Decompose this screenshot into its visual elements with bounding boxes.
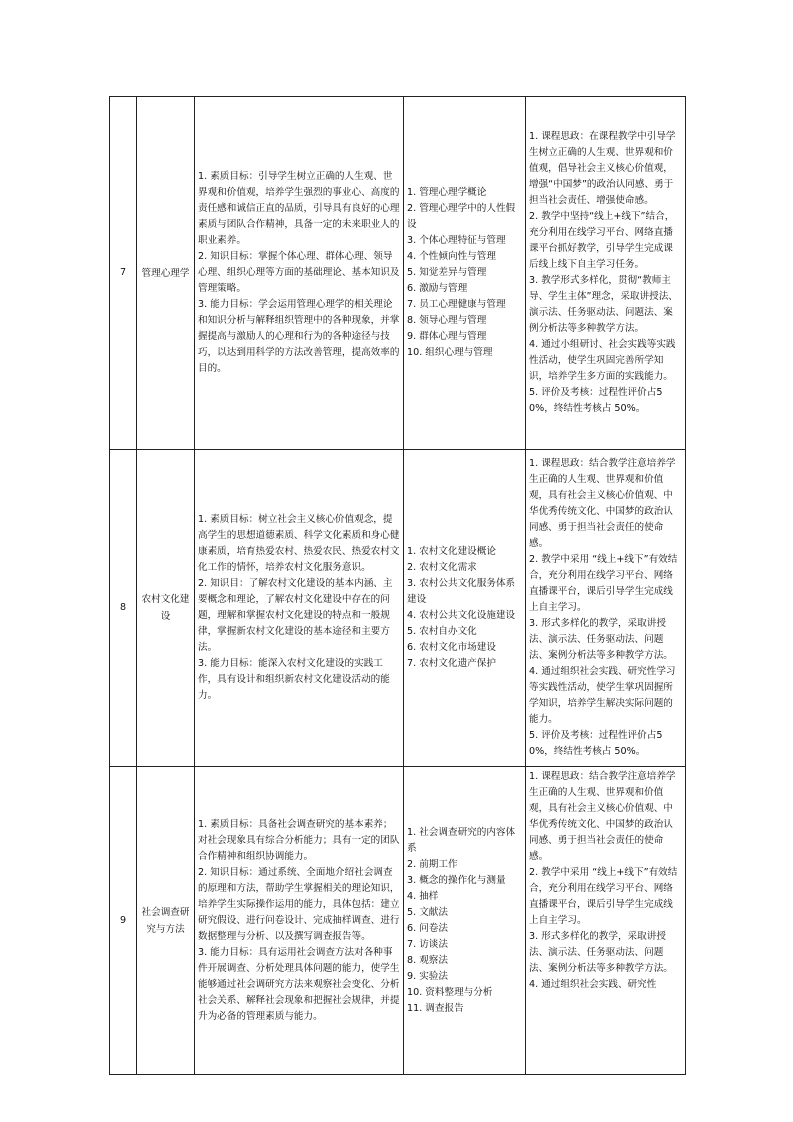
method-item: 4. 通过小组研讨、社会实践等实践性活动，使学生巩固完善所学知识，培养学生多方面的实践能力。	[529, 339, 676, 382]
content-item: 7. 农村文化遗产保护	[407, 658, 496, 669]
table-row	[110, 97, 686, 450]
table-row	[110, 767, 686, 1075]
content-item: 1. 社会调查研究的内容体系	[407, 826, 516, 854]
contents-cell	[404, 450, 526, 767]
method-item: 4. 通过组织社会实践、研究性	[529, 979, 657, 990]
course-name-cell: 社会调查研究与方法	[137, 767, 195, 1075]
content-item: 11. 调查报告	[407, 1002, 464, 1014]
course-name-cell: 管理心理学	[137, 97, 195, 450]
method-item: 1. 课程思政：结合教学注意培养学生正确的人生观、世界观和价值观，具有社会主义核心价值观、中华优秀传统文化、中国梦的政治认同感、勇于担当社会责任的使命感。	[529, 458, 676, 549]
methods-cell	[526, 767, 686, 1075]
objective-item: 2. 知识目：了解农村文化建设的基本内涵、主要概念和理论，了解农村文化建设中存在的问题，理解和掌握农村文化建设的特点和一般规律，掌握新农村文化建设的基本途径和主要方法。	[198, 578, 393, 653]
content-item: 5. 知觉差异与管理	[407, 267, 487, 278]
content-item: 6. 农村文化市场建设	[407, 642, 496, 653]
method-item: 5. 评价及考核：过程性评价占50%，终结性考核占 50%。	[529, 387, 663, 414]
content-item: 3. 农村公共文化服务体系建设	[407, 578, 516, 605]
method-item: 2. 教学中坚持“线上+线下”结合，充分利用在线学习平台、网络直播课平台抓好教学，引导学生完成课后线上线下自主学习任务。	[529, 211, 675, 270]
contents-cell	[404, 767, 526, 1075]
objective-item: 1. 素质目标：树立社会主义核心价值观念，提高学生的思想道德素质、科学文化素质和身心健康素质，培育热爱农村、热爱农民、热爱农村文化工作的情怀，培养农村文化服务意识。	[198, 514, 400, 573]
content-item: 4. 个性倾向性与管理	[407, 251, 496, 262]
content-item: 3. 概念的操作化与测量	[407, 874, 506, 886]
method-item: 4. 通过组织社会实践、研究性学习等实践性活动，使学生掌巩固握所学知识，培养学生解决实际问题的能力。	[529, 666, 676, 725]
objective-item: 1. 素质目标：引导学生树立正确的人生观、世界观和价值观，培养学生强烈的事业心、高度的责任感和诚信正直的品质，引导具有良好的心理素质与团队合作精神，具备一定的未来职业人的职业素养。	[198, 171, 400, 246]
content-item: 9. 群体心理与管理	[407, 331, 487, 342]
content-item: 6. 激励与管理	[407, 283, 468, 294]
content-item: 5. 农村自办文化	[407, 626, 477, 637]
row-number-cell: 8	[110, 450, 137, 767]
course-table	[109, 96, 686, 1075]
content-item: 10. 组织心理与管理	[407, 347, 493, 358]
table-row	[110, 450, 686, 767]
row-number-cell: 7	[110, 97, 137, 450]
objectives-cell	[195, 450, 404, 767]
content-item: 9. 实验法	[407, 970, 448, 982]
content-item: 2. 前期工作	[407, 858, 458, 870]
contents-cell	[404, 97, 526, 450]
content-item: 2. 管理心理学中的人性假设	[407, 203, 516, 230]
methods-cell	[526, 450, 686, 767]
content-item: 1. 管理心理学概论	[407, 187, 487, 198]
objectives-cell	[195, 767, 404, 1075]
method-item: 3. 形式多样化的教学，采取讲授法、演示法、任务驱动法、问题法、案例分析法等多种教学方法。	[529, 931, 673, 974]
objective-item: 3. 能力目标：具有运用社会调查方法对各种事件开展调查、分析处理具体问题的能力，使学生能够通过社会调研究方法来观察社会变化、分析社会关系、解释社会现象和把握社会规律，并提升为必备的管理素质与能力。	[198, 946, 400, 1022]
content-item: 4. 农村公共文化设施建设	[407, 610, 516, 621]
content-item: 6. 问卷法	[407, 922, 448, 934]
content-item: 3. 个体心理特征与管理	[407, 235, 506, 246]
content-item: 8. 观察法	[407, 954, 448, 966]
objective-item: 3. 能力目标：能深入农村文化建设的实践工作，具有设计和组织新农村文化建设活动的能力。	[198, 658, 390, 701]
objective-item: 1. 素质目标：具备社会调查研究的基本素养；对社会现象具有综合分析能力；具有一定的团队合作精神和组织协调能力。	[198, 818, 400, 862]
content-item: 4. 抽样	[407, 890, 439, 902]
method-item: 3. 形式多样化的教学，采取讲授法、演示法、任务驱动法、问题法、案例分析法等多种教学方法。	[529, 618, 673, 661]
content-item: 2. 农村文化需求	[407, 562, 477, 573]
method-item: 2. 教学中采用 “线上+线下”有效结合，充分利用在线学习平台、网络直播课平台，课后引导学生完成线上自主学习。	[529, 867, 678, 926]
method-item: 3. 教学形式多样化，贯彻“教师主导、学生主体”理念，采取讲授法、演示法、任务驱动法、问题法、案例分析法等多种教学方法。	[529, 275, 678, 334]
course-name-cell: 农村文化建设	[137, 450, 195, 767]
content-item: 1. 农村文化建设概论	[407, 546, 496, 557]
method-item: 1. 课程思政：结合教学注意培养学生正确的人生观、世界观和价值观，具有社会主义核心价值观、中华优秀传统文化、中国梦的政治认同感、勇于担当社会责任的使命感。	[529, 771, 676, 862]
methods-cell	[526, 97, 686, 450]
content-item: 10. 资料整理与分析	[407, 986, 493, 998]
objective-item: 3. 能力目标：学会运用管理心理学的相关理论和知识分析与解释组织管理中的各种现象，并掌握提高与激励人的心理和行为的各种途径与技巧，以达到用科学的方法改善管理，提高效率的目的。	[198, 299, 400, 374]
objective-item: 2. 知识目标：掌握个体心理、群体心理、领导心理、组织心理等方面的基础理论、基本知识及管理策略。	[198, 251, 400, 294]
objectives-cell	[195, 97, 404, 450]
method-item: 1. 课程思政：在课程教学中引导学生树立正确的人生观、世界观和价值观，倡导社会主义核心价值观，增强“中国梦”的政治认同感、勇于担当社会责任、增强使命感。	[529, 131, 676, 206]
method-item: 5. 评价及考核：过程性评价占50%，终结性考核占 50%。	[529, 730, 663, 757]
content-item: 7. 访谈法	[407, 938, 448, 950]
row-number-cell: 9	[110, 767, 137, 1075]
content-item: 7. 员工心理健康与管理	[407, 299, 506, 310]
method-item: 2. 教学中采用 “线上+线下”有效结合，充分利用在线学习平台、网络直播课平台，课后引导学生完成线上自主学习。	[529, 554, 678, 613]
content-item: 8. 领导心理与管理	[407, 315, 487, 326]
table-body	[110, 97, 686, 1075]
content-item: 5. 文献法	[407, 906, 448, 918]
objective-item: 2. 知识目标：通过系统、全面地介绍社会调查的原理和方法，帮助学生掌握相关的理论知识，培养学生实际操作运用的能力，具体包括：建立研究假设、进行问卷设计、完成抽样调查、进行数据整理与分析、以及撰写调查报告等。	[198, 866, 400, 942]
